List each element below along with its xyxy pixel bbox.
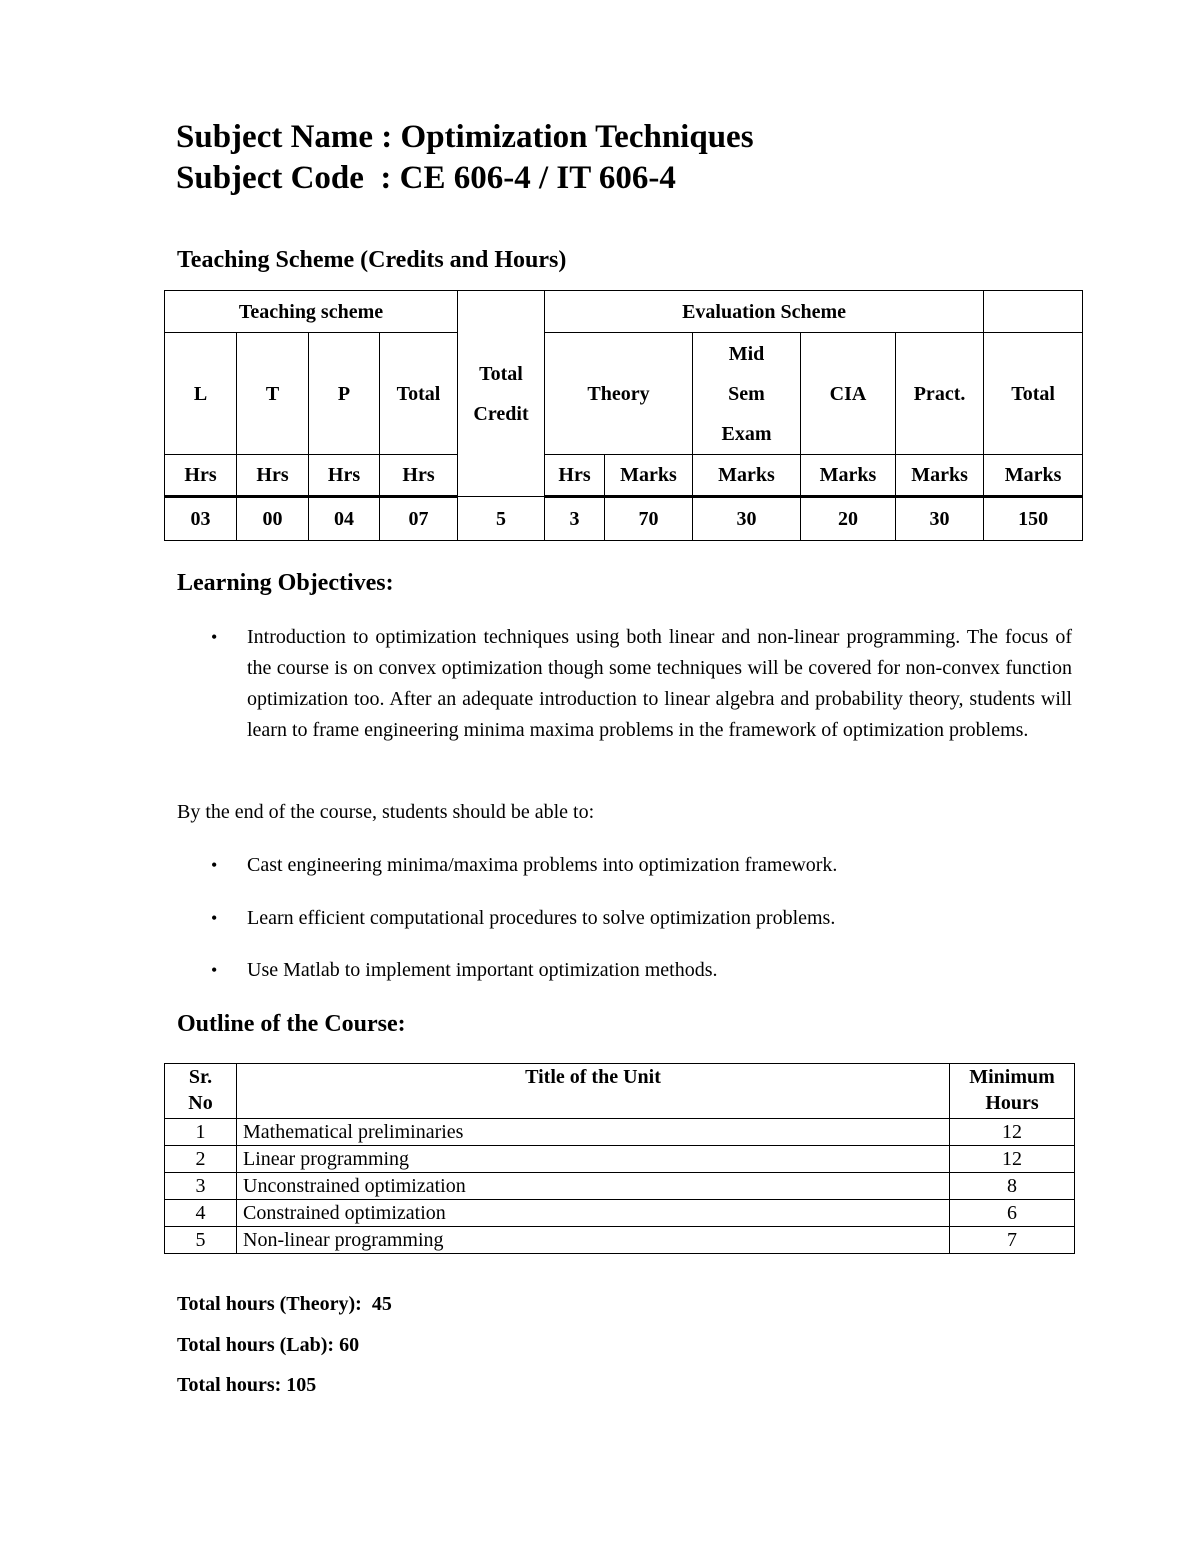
evaluation-scheme-label: Evaluation Scheme <box>545 291 984 333</box>
empty-header-cell <box>984 291 1083 333</box>
value-credit: 5 <box>458 497 545 541</box>
value-pract: 30 <box>896 497 984 541</box>
col-title: Title of the Unit <box>237 1064 950 1119</box>
unit-cia: Marks <box>801 455 896 497</box>
unit-p: Hrs <box>309 455 380 497</box>
row-title: Linear programming <box>237 1146 950 1173</box>
teaching-scheme-heading: Teaching Scheme (Credits and Hours) <box>177 247 567 273</box>
list-item <box>211 850 837 881</box>
row-title: Non-linear programming <box>237 1227 950 1254</box>
outline-heading: Outline of the Course: <box>177 1011 406 1037</box>
list-item <box>211 955 717 986</box>
total-credit-header: Total Credit <box>458 291 545 497</box>
col-pract: Pract. <box>896 333 984 455</box>
table-row <box>165 1200 1075 1227</box>
total-hours-lab: Total hours (Lab): 60 <box>177 1334 360 1356</box>
subject-code: Subject Code : CE 606-4 / IT 606-4 <box>176 160 676 196</box>
bullet-icon: • <box>211 908 218 928</box>
row-hours: 7 <box>950 1227 1075 1254</box>
col-total: Total <box>380 333 458 455</box>
unit-eval-total: Marks <box>984 455 1083 497</box>
value-mid: 30 <box>693 497 801 541</box>
row-sr: 4 <box>165 1200 237 1227</box>
unit-pract: Marks <box>896 455 984 497</box>
list-item <box>211 903 835 934</box>
col-cia: CIA <box>801 333 896 455</box>
total-hours: Total hours: 105 <box>177 1374 317 1396</box>
row-sr: 2 <box>165 1146 237 1173</box>
unit-t: Hrs <box>237 455 309 497</box>
unit-mid: Marks <box>693 455 801 497</box>
outline-table <box>164 1063 1075 1254</box>
subject-name: Subject Name : Optimization Techniques <box>176 119 754 155</box>
value-eval-total: 150 <box>984 497 1083 541</box>
unit-theory-hrs: Hrs <box>545 455 605 497</box>
row-sr: 1 <box>165 1119 237 1146</box>
col-eval-total: Total <box>984 333 1083 455</box>
row-hours: 12 <box>950 1119 1075 1146</box>
value-p: 04 <box>309 497 380 541</box>
bullet-icon: • <box>211 960 218 980</box>
outcome-text: Use Matlab to implement important optimization methods. <box>247 959 718 981</box>
teaching-scheme-table <box>164 290 1083 541</box>
row-hours: 12 <box>950 1146 1075 1173</box>
col-l: L <box>165 333 237 455</box>
list-item <box>211 622 1072 746</box>
value-theory-marks: 70 <box>605 497 693 541</box>
row-sr: 3 <box>165 1173 237 1200</box>
row-sr: 5 <box>165 1227 237 1254</box>
teaching-scheme-label: Teaching scheme <box>165 291 458 333</box>
outcome-text: Cast engineering minima/maxima problems into optimization framework. <box>247 854 838 876</box>
total-hours-theory: Total hours (Theory): 45 <box>177 1293 392 1315</box>
table-row <box>165 1119 1075 1146</box>
outcome-text: Learn efficient computational procedures to solve optimization problems. <box>247 907 836 929</box>
table-row <box>165 1146 1075 1173</box>
bullet-icon: • <box>211 627 218 647</box>
col-theory: Theory <box>545 333 693 455</box>
value-t: 00 <box>237 497 309 541</box>
value-cia: 20 <box>801 497 896 541</box>
row-title: Constrained optimization <box>237 1200 950 1227</box>
learning-objectives-heading: Learning Objectives: <box>177 570 394 596</box>
row-hours: 8 <box>950 1173 1075 1200</box>
value-l: 03 <box>165 497 237 541</box>
unit-theory-marks: Marks <box>605 455 693 497</box>
col-t: T <box>237 333 309 455</box>
table-row <box>165 1227 1075 1254</box>
row-title: Mathematical preliminaries <box>237 1119 950 1146</box>
objective-intro: Introduction to optimization techniques using both linear and non-linear programming. The focus of the course is on convex optimization though some techniques will be covered for non-convex function optimization too. After an adequate introduction to linear algebra and probability theory, students will learn to frame engineering minima maxima problems in the framework of optimization problems. <box>247 626 1072 741</box>
unit-l: Hrs <box>165 455 237 497</box>
by-end-text: By the end of the course, students should be able to: <box>177 801 595 823</box>
unit-total: Hrs <box>380 455 458 497</box>
value-theory-hrs: 3 <box>545 497 605 541</box>
col-p: P <box>309 333 380 455</box>
row-title: Unconstrained optimization <box>237 1173 950 1200</box>
value-total: 07 <box>380 497 458 541</box>
col-min-hours: Minimum Hours <box>950 1064 1075 1119</box>
table-row <box>165 1173 1075 1200</box>
col-mid-sem-exam: Mid Sem Exam <box>693 333 801 455</box>
col-sr-no: Sr. No <box>165 1064 237 1119</box>
row-hours: 6 <box>950 1200 1075 1227</box>
bullet-icon: • <box>211 855 218 875</box>
